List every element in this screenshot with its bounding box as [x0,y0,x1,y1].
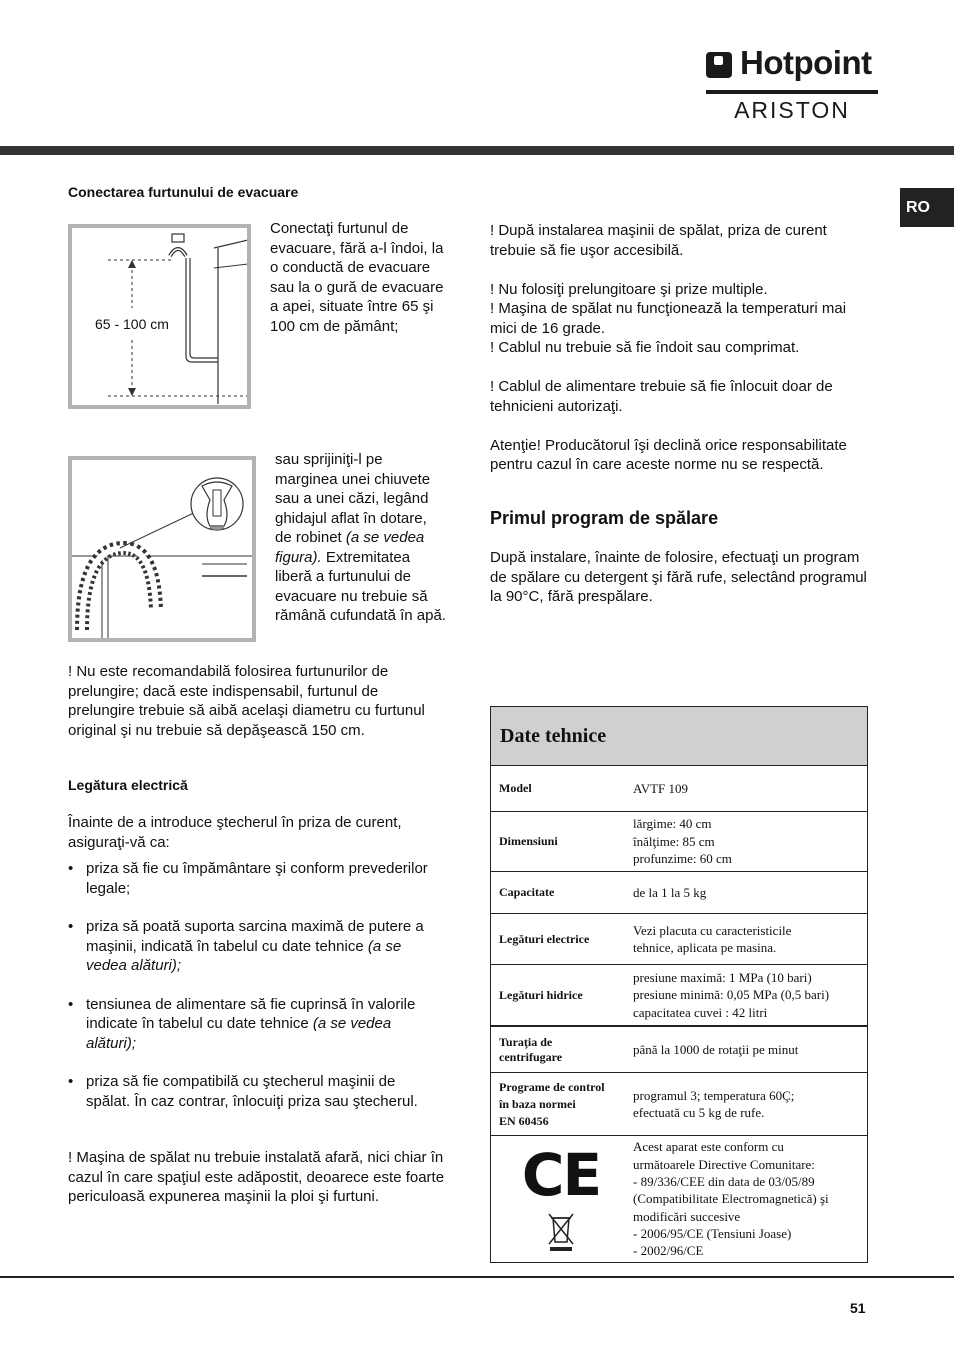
brand-subname: ARISTON [734,97,850,123]
directive-line: Acest aparat este conform cu [633,1139,784,1155]
drain-instructions-1: Conectaţi furtunul de evacuare, fără a-l îndoi, la o conductă de evacuare sau la o gură de evacuare a apei, situate între 65 şi 100 cm de pământ; [270,220,444,335]
electrical-value-line: tehnice, aplicata pe masina. [633,940,777,955]
row-label [491,1073,631,1135]
row-value [631,872,867,913]
warning-temperature: ! Maşina de spălat nu funcţionează la temperaturi mai mici de 16 grade. [490,300,847,337]
programs-label-line: Programe de control [499,1079,605,1094]
row-value [631,1136,867,1262]
page-number: 51 [850,1300,866,1316]
spin-value: până la 1000 de rotaţii pe minut [633,1041,799,1057]
extension-warning: ! Nu este recomandabilă folosirea furtunurilor de prelungire; dacă este indispensabil, furtunul de prelungire trebuie să aibă acelaşi diametru cu furtunul original şi nu trebuie să depăşească 150 cm. [68,663,425,739]
drain-heading: Conectarea furtunului de evacuare [68,184,299,200]
brand-name: Hotpoint [740,44,872,81]
row-value [631,1027,867,1072]
dimension-width: lărgime: 40 cm [633,816,712,832]
drum-capacity: capacitatea cuvei : 42 litri [633,1004,768,1020]
table-row [491,914,867,965]
spin-label-line: Turaţia de [499,1034,553,1049]
safety-warnings [490,221,868,475]
table-row [491,1073,867,1136]
table-row [491,766,867,812]
row-label: Legături electrice [499,931,590,946]
row-value [631,1073,867,1135]
table-row [491,1136,867,1262]
table-row [491,1027,867,1073]
list-item [68,917,438,976]
electrical-checklist [68,859,438,1130]
certification-marks [491,1136,631,1262]
bullet-text: priza să fie cu împământare şi conform prevederilor legale; [86,860,428,897]
warning-no-extensions: ! Nu folosiţi prelungitoare şi prize multiple. [490,280,768,298]
drain-instructions-2-text: sau sprijiniţi-l pe marginea unei chiuvete sau a unei căzi, legând ghidajul aflat în dotare, de robinet [275,451,431,546]
programs-label-line: în baza normei [499,1096,576,1111]
first-wash-text: După instalare, înainte de folosire, efectuaţi un program de spălare cu detergent şi fără rufe, selectând programul la 90°C, fără prespălare. [490,549,867,605]
warning-cable-bent: ! Cablul nu trebuie să fie îndoit sau comprimat. [490,339,800,356]
warning-socket-access: ! După instalarea maşinii de spălat, priza de curent trebuie să fie uşor accesibilă. [490,222,827,259]
brand-logo-mark [706,52,732,78]
row-label: Legături hidrice [499,987,583,1002]
directive-line: următoarele Directive Comunitare: [633,1156,815,1172]
row-label: Dimensiuni [499,834,558,848]
sink-figure-drawing [72,460,252,638]
directive-line: (Compatibilitate Electromagnetică) şi [633,1191,829,1207]
bullet-reference: (a se vedea alături); [86,937,402,974]
drain-height-label: 65 - 100 cm [95,316,169,332]
list-item [68,859,438,898]
warning-liability: Atenţie! Producătorul îşi declină orice responsabilitate pentru cazul în care aceste norme nu se respectă. [490,436,847,473]
electrical-value-line: Vezi placuta cu caracteristicile [633,922,792,938]
directive-line: - 89/336/CEE din data de 03/05/89 [633,1174,815,1190]
language-tab: RO [900,188,954,227]
directive-line: modificări succesive [633,1208,741,1224]
row-value [631,766,867,811]
row-value [631,965,867,1025]
list-item [68,995,438,1054]
table-row [491,872,867,914]
table-row [491,965,867,1027]
dimension-height: înălţime: 85 cm [633,833,715,849]
row-value [631,812,867,871]
program-value-line: efectuată cu 5 kg de rufe. [633,1105,765,1120]
outdoor-warning: ! Maşina de spălat nu trebuie instalată afară, nici chiar în cazul în care spaţiul este adăpostit, deoarece este foarte periculoasă expunerea maşinii la ploi şi furtuni. [68,1149,445,1205]
capacity-value: de la 1 la 5 kg [633,884,707,900]
header-rule [0,146,954,155]
program-value-line: programul 3; temperatura 60Ç; [633,1087,795,1103]
row-label: Capacitate [499,885,555,899]
min-pressure: presiune minimă: 0,05 MPa (0,5 bari) [633,987,830,1003]
warning-cable-replacement: ! Cablul de alimentare trebuie să fie înlocuit doar de tehnicieni autorizaţi. [490,378,833,415]
drain-instructions-2-tail: Extremitatea liberă a furtunului de evacuare nu trebuie să rămână cufundată în apă. [275,548,446,624]
max-pressure: presiune maximă: 1 MPa (10 bari) [633,969,812,985]
tech-data-title: Date tehnice [491,707,867,766]
electrical-heading: Legătura electrică [68,777,188,793]
first-wash-heading: Primul program de spălare [490,508,719,528]
drain-instructions-2 [275,450,447,626]
bullet-text: priza să poată suporta sarcina maximă de putere a maşinii, indicată în tabelul cu date tehnice [86,918,424,955]
dimension-depth: profunzime: 60 cm [633,851,732,867]
directive-line: - 2006/95/CE (Tensiuni Joase) [633,1225,792,1241]
electrical-intro: Înainte de a introduce ştecherul în priza de curent, asiguraţi-vă ca: [68,814,402,851]
row-value [631,914,867,964]
table-row [491,812,867,872]
bullet-text: tensiunea de alimentare să fie cuprinsă în valorile indicate în tabelul cu date tehnice [86,995,416,1032]
footer-rule [0,1276,954,1278]
ce-mark: CE [521,1141,601,1209]
tech-data-table [490,706,868,1263]
spin-label-line: centrifugare [499,1049,563,1064]
bullet-text: priza să fie compatibilă cu ştecherul maşinii de spălat. În caz contrar, înlocuiţi priza sau ştecherul. [86,1073,418,1110]
model-value: AVTF 109 [633,780,689,796]
brand-divider [706,90,878,94]
sink-hook-figure [68,456,256,642]
row-label [491,1027,631,1072]
programs-label-line: EN 60456 [499,1113,549,1128]
drain-figure-reference: (a se vedea figura). [275,529,425,566]
list-item [68,1072,438,1111]
bullet-reference: (a se vedea alături); [86,1015,392,1052]
directive-line: - 2002/96/CE [633,1243,704,1259]
weee-bin-icon [547,1212,575,1252]
row-label: Model [499,781,532,795]
